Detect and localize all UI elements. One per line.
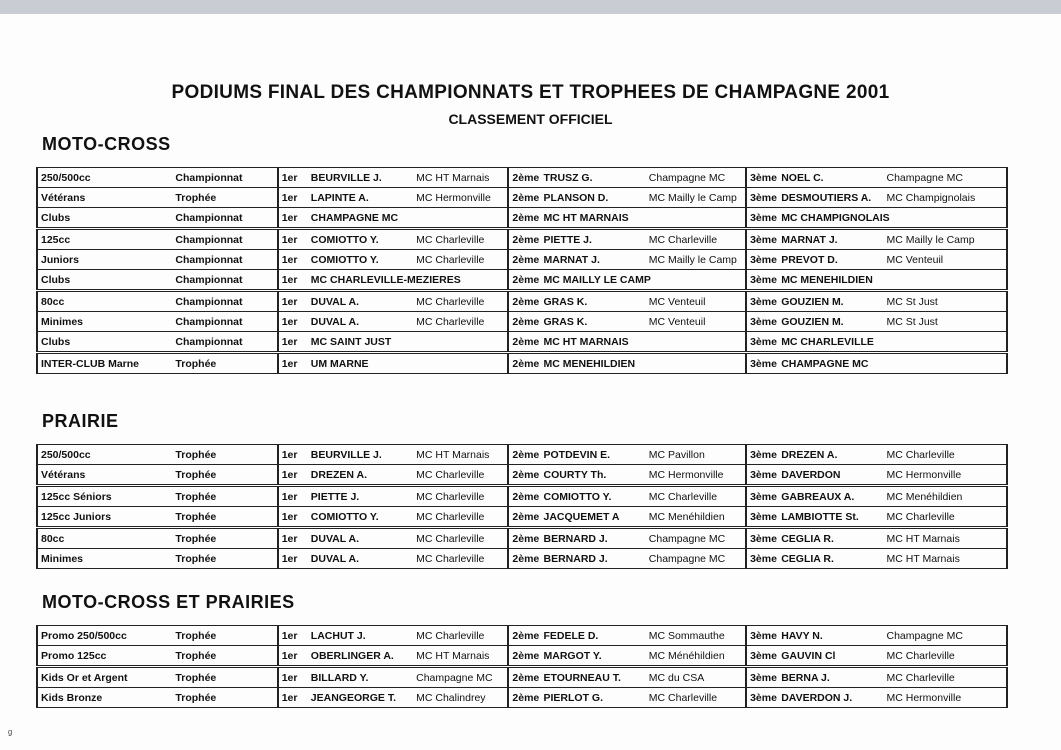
type-cell: Championnat [172, 332, 277, 353]
type-cell: Championnat [172, 208, 277, 229]
second-rank-cell: 2ème [508, 528, 540, 549]
second-club-cell [646, 208, 746, 229]
first-club-cell: MC HT Marnais [413, 168, 508, 188]
second-name-cell: MC MENEHILDIEN [540, 353, 645, 374]
second-rank-cell: 2ème [508, 465, 540, 486]
category-cell: 80cc [37, 291, 172, 312]
moto-cross-table [36, 167, 1008, 374]
podium-row [37, 332, 1007, 353]
second-name-cell: BERNARD J. [540, 528, 645, 549]
second-rank-cell: 2ème [508, 667, 540, 688]
second-name-cell: MARNAT J. [540, 250, 645, 270]
second-club-cell: MC Charleville [646, 486, 746, 507]
first-name-cell: BEURVILLE J. [308, 168, 413, 188]
first-club-cell: MC Charleville [413, 626, 508, 646]
second-club-cell: Champagne MC [646, 549, 746, 569]
type-cell: Championnat [172, 250, 277, 270]
first-club-cell: MC Charleville [413, 528, 508, 549]
second-club-cell: MC Menéhildien [646, 507, 746, 528]
third-rank-cell: 3ème [746, 250, 778, 270]
third-name-cell: GOUZIEN M. [778, 312, 883, 332]
first-club-cell: MC Charleville [413, 486, 508, 507]
second-club-cell: Champagne MC [646, 528, 746, 549]
third-name-cell: DREZEN A. [778, 445, 883, 465]
first-name-cell: MC SAINT JUST [308, 332, 413, 353]
second-club-cell [646, 353, 746, 374]
first-club-cell: MC Charleville [413, 312, 508, 332]
first-club-cell: MC Charleville [413, 549, 508, 569]
first-name-cell: LAPINTE A. [308, 188, 413, 208]
first-club-cell: MC Charleville [413, 465, 508, 486]
category-cell: Kids Bronze [37, 688, 172, 708]
first-name-cell: JEANGEORGE T. [308, 688, 413, 708]
first-rank-cell: 1er [278, 291, 308, 312]
third-name-cell: GAUVIN Cl [778, 646, 883, 667]
second-club-cell: MC du CSA [646, 667, 746, 688]
second-rank-cell: 2ème [508, 353, 540, 374]
second-name-cell: COMIOTTO Y. [540, 486, 645, 507]
podium-row [37, 626, 1007, 646]
first-name-cell: LACHUT J. [308, 626, 413, 646]
second-name-cell: GRAS K. [540, 312, 645, 332]
podium-row [37, 528, 1007, 549]
type-cell: Trophée [172, 507, 277, 528]
podium-row [37, 270, 1007, 291]
second-name-cell: MC HT MARNAIS [540, 332, 645, 353]
third-club-cell [884, 270, 1008, 291]
third-club-cell: MC St Just [884, 291, 1008, 312]
second-club-cell: MC Venteuil [646, 312, 746, 332]
category-cell: Clubs [37, 208, 172, 229]
first-name-cell: DUVAL A. [308, 291, 413, 312]
podium-row [37, 549, 1007, 569]
first-club-cell: MC Hermonville [413, 188, 508, 208]
third-club-cell: MC Charleville [884, 507, 1008, 528]
second-club-cell: Champagne MC [646, 168, 746, 188]
category-cell: 250/500cc [37, 445, 172, 465]
third-name-cell: DAVERDON J. [778, 688, 883, 708]
first-name-cell: UM MARNE [308, 353, 413, 374]
type-cell: Championnat [172, 291, 277, 312]
first-name-cell: BEURVILLE J. [308, 445, 413, 465]
category-cell: Vétérans [37, 465, 172, 486]
first-club-cell [413, 332, 508, 353]
third-club-cell: Champagne MC [884, 626, 1008, 646]
first-rank-cell: 1er [278, 549, 308, 569]
first-name-cell: COMIOTTO Y. [308, 507, 413, 528]
type-cell: Trophée [172, 646, 277, 667]
third-name-cell: HAVY N. [778, 626, 883, 646]
first-rank-cell: 1er [278, 188, 308, 208]
second-rank-cell: 2ème [508, 168, 540, 188]
first-name-cell: DREZEN A. [308, 465, 413, 486]
third-club-cell: MC HT Marnais [884, 528, 1008, 549]
podium-row [37, 168, 1007, 188]
third-club-cell: MC HT Marnais [884, 549, 1008, 569]
second-name-cell: FEDELE D. [540, 626, 645, 646]
first-name-cell: COMIOTTO Y. [308, 229, 413, 250]
third-name-cell: CEGLIA R. [778, 528, 883, 549]
type-cell: Trophée [172, 688, 277, 708]
second-club-cell [646, 270, 746, 291]
first-name-cell: BILLARD Y. [308, 667, 413, 688]
third-club-cell [884, 353, 1008, 374]
podium-row [37, 445, 1007, 465]
category-cell: Minimes [37, 549, 172, 569]
first-club-cell: Champagne MC [413, 667, 508, 688]
type-cell: Trophée [172, 549, 277, 569]
third-rank-cell: 3ème [746, 507, 778, 528]
second-club-cell: MC Mailly le Camp [646, 250, 746, 270]
first-rank-cell: 1er [278, 312, 308, 332]
first-club-cell [413, 208, 508, 229]
second-rank-cell: 2ème [508, 549, 540, 569]
type-cell: Championnat [172, 168, 277, 188]
first-club-cell: MC Charleville [413, 507, 508, 528]
podium-row [37, 688, 1007, 708]
first-name-cell: DUVAL A. [308, 528, 413, 549]
third-name-cell: MC CHAMPIGNOLAIS [778, 208, 883, 229]
podium-row [37, 208, 1007, 229]
second-name-cell: PLANSON D. [540, 188, 645, 208]
type-cell: Trophée [172, 626, 277, 646]
type-cell: Trophée [172, 353, 277, 374]
first-rank-cell: 1er [278, 667, 308, 688]
category-cell: 125cc [37, 229, 172, 250]
second-name-cell: ETOURNEAU T. [540, 667, 645, 688]
third-rank-cell: 3ème [746, 208, 778, 229]
first-rank-cell: 1er [278, 353, 308, 374]
first-name-cell: PIETTE J. [308, 486, 413, 507]
podium-row [37, 507, 1007, 528]
category-cell: 125cc Séniors [37, 486, 172, 507]
second-name-cell: MC HT MARNAIS [540, 208, 645, 229]
category-cell: Clubs [37, 332, 172, 353]
third-name-cell: BERNA J. [778, 667, 883, 688]
podium-row [37, 353, 1007, 374]
first-rank-cell: 1er [278, 486, 308, 507]
second-rank-cell: 2ème [508, 688, 540, 708]
scan-top-bar [0, 0, 1061, 14]
type-cell: Trophée [172, 528, 277, 549]
second-rank-cell: 2ème [508, 507, 540, 528]
first-club-cell [413, 353, 508, 374]
first-club-cell: MC Charleville [413, 250, 508, 270]
type-cell: Trophée [172, 486, 277, 507]
second-rank-cell: 2ème [508, 250, 540, 270]
third-rank-cell: 3ème [746, 291, 778, 312]
section-title-moto-cross: MOTO-CROSS [42, 134, 171, 154]
third-club-cell: MC Charleville [884, 667, 1008, 688]
type-cell: Championnat [172, 229, 277, 250]
podium-row [37, 667, 1007, 688]
second-club-cell: MC Pavillon [646, 445, 746, 465]
first-rank-cell: 1er [278, 688, 308, 708]
second-rank-cell: 2ème [508, 646, 540, 667]
first-rank-cell: 1er [278, 646, 308, 667]
third-club-cell [884, 208, 1008, 229]
second-rank-cell: 2ème [508, 229, 540, 250]
type-cell: Championnat [172, 270, 277, 291]
first-rank-cell: 1er [278, 168, 308, 188]
third-rank-cell: 3ème [746, 353, 778, 374]
third-name-cell: CEGLIA R. [778, 549, 883, 569]
third-rank-cell: 3ème [746, 188, 778, 208]
third-club-cell: Champagne MC [884, 168, 1008, 188]
category-cell: Juniors [37, 250, 172, 270]
page-subtitle: CLASSEMENT OFFICIEL [448, 111, 613, 127]
third-rank-cell: 3ème [746, 312, 778, 332]
third-rank-cell: 3ème [746, 445, 778, 465]
third-club-cell: MC Champignolais [884, 188, 1008, 208]
third-name-cell: LAMBIOTTE St. [778, 507, 883, 528]
third-rank-cell: 3ème [746, 168, 778, 188]
category-cell: Vétérans [37, 188, 172, 208]
second-rank-cell: 2ème [508, 312, 540, 332]
second-name-cell: MARGOT Y. [540, 646, 645, 667]
second-rank-cell: 2ème [508, 626, 540, 646]
first-rank-cell: 1er [278, 528, 308, 549]
second-rank-cell: 2ème [508, 270, 540, 291]
third-club-cell: MC St Just [884, 312, 1008, 332]
first-club-cell: MC Charleville [413, 229, 508, 250]
page-title: PODIUMS FINAL DES CHAMPIONNATS ET TROPHEES DE CHAMPAGNE 2001 [171, 82, 890, 103]
category-cell: 250/500cc [37, 168, 172, 188]
second-name-cell: PIERLOT G. [540, 688, 645, 708]
third-rank-cell: 3ème [746, 465, 778, 486]
third-rank-cell: 3ème [746, 270, 778, 291]
category-cell: Clubs [37, 270, 172, 291]
second-name-cell: TRUSZ G. [540, 168, 645, 188]
third-name-cell: DESMOUTIERS A. [778, 188, 883, 208]
second-rank-cell: 2ème [508, 188, 540, 208]
first-rank-cell: 1er [278, 270, 308, 291]
second-club-cell: MC Charleville [646, 229, 746, 250]
second-name-cell: JACQUEMET A [540, 507, 645, 528]
third-club-cell: MC Charleville [884, 646, 1008, 667]
handwritten-mark: ᵍ [8, 728, 13, 740]
third-name-cell: DAVERDON [778, 465, 883, 486]
third-name-cell: CHAMPAGNE MC [778, 353, 883, 374]
second-club-cell: MC Hermonville [646, 465, 746, 486]
first-name-cell: CHAMPAGNE MC [308, 208, 413, 229]
third-club-cell: MC Charleville [884, 445, 1008, 465]
first-rank-cell: 1er [278, 626, 308, 646]
second-name-cell: POTDEVIN E. [540, 445, 645, 465]
third-rank-cell: 3ème [746, 626, 778, 646]
podium-row [37, 465, 1007, 486]
type-cell: Trophée [172, 445, 277, 465]
second-rank-cell: 2ème [508, 208, 540, 229]
second-name-cell: BERNARD J. [540, 549, 645, 569]
second-rank-cell: 2ème [508, 332, 540, 353]
category-cell: Promo 125cc [37, 646, 172, 667]
third-name-cell: MARNAT J. [778, 229, 883, 250]
third-club-cell: MC Menéhildien [884, 486, 1008, 507]
second-rank-cell: 2ème [508, 291, 540, 312]
first-rank-cell: 1er [278, 445, 308, 465]
third-rank-cell: 3ème [746, 667, 778, 688]
second-club-cell: MC Ménéhildien [646, 646, 746, 667]
podium-row [37, 188, 1007, 208]
third-club-cell: MC Venteuil [884, 250, 1008, 270]
third-rank-cell: 3ème [746, 549, 778, 569]
first-club-cell: MC Chalindrey [413, 688, 508, 708]
third-name-cell: PREVOT D. [778, 250, 883, 270]
first-rank-cell: 1er [278, 208, 308, 229]
category-cell: Promo 250/500cc [37, 626, 172, 646]
category-cell: INTER-CLUB Marne [37, 353, 172, 374]
third-name-cell: GOUZIEN M. [778, 291, 883, 312]
section-title-moto-cross-et-prairies: MOTO-CROSS ET PRAIRIES [42, 592, 295, 612]
third-name-cell: GABREAUX A. [778, 486, 883, 507]
third-name-cell: NOEL C. [778, 168, 883, 188]
first-name-cell: COMIOTTO Y. [308, 250, 413, 270]
second-club-cell: MC Sommauthe [646, 626, 746, 646]
third-club-cell: MC Mailly le Camp [884, 229, 1008, 250]
category-cell: 125cc Juniors [37, 507, 172, 528]
first-rank-cell: 1er [278, 332, 308, 353]
podium-row [37, 312, 1007, 332]
second-club-cell: MC Mailly le Camp [646, 188, 746, 208]
first-club-cell: MC Charleville [413, 291, 508, 312]
prairie-table [36, 444, 1008, 569]
type-cell: Trophée [172, 667, 277, 688]
first-rank-cell: 1er [278, 229, 308, 250]
category-cell: Kids Or et Argent [37, 667, 172, 688]
type-cell: Championnat [172, 312, 277, 332]
third-club-cell: MC Hermonville [884, 465, 1008, 486]
podium-row [37, 291, 1007, 312]
second-rank-cell: 2ème [508, 486, 540, 507]
second-rank-cell: 2ème [508, 445, 540, 465]
third-rank-cell: 3ème [746, 646, 778, 667]
section-title-prairie: PRAIRIE [42, 411, 119, 431]
podium-row [37, 486, 1007, 507]
podium-row [37, 229, 1007, 250]
podium-row [37, 646, 1007, 667]
type-cell: Trophée [172, 465, 277, 486]
second-name-cell: MC MAILLY LE CAMP [540, 270, 645, 291]
third-club-cell: MC Hermonville [884, 688, 1008, 708]
second-club-cell: MC Charleville [646, 688, 746, 708]
first-rank-cell: 1er [278, 507, 308, 528]
first-rank-cell: 1er [278, 250, 308, 270]
first-name-cell: DUVAL A. [308, 312, 413, 332]
second-club-cell [646, 332, 746, 353]
type-cell: Trophée [172, 188, 277, 208]
first-name-cell: DUVAL A. [308, 549, 413, 569]
third-name-cell: MC CHARLEVILLE [778, 332, 883, 353]
third-rank-cell: 3ème [746, 688, 778, 708]
second-name-cell: PIETTE J. [540, 229, 645, 250]
third-rank-cell: 3ème [746, 486, 778, 507]
first-rank-cell: 1er [278, 465, 308, 486]
second-name-cell: GRAS K. [540, 291, 645, 312]
first-club-cell: MC HT Marnais [413, 646, 508, 667]
third-club-cell [884, 332, 1008, 353]
third-name-cell: MC MENEHILDIEN [778, 270, 883, 291]
first-name-cell: OBERLINGER A. [308, 646, 413, 667]
first-name-cell: MC CHARLEVILLE-MEZIERES [308, 270, 413, 291]
second-name-cell: COURTY Th. [540, 465, 645, 486]
second-club-cell: MC Venteuil [646, 291, 746, 312]
third-rank-cell: 3ème [746, 332, 778, 353]
moto-cross-et-prairies-table [36, 625, 1008, 708]
third-rank-cell: 3ème [746, 229, 778, 250]
first-club-cell: MC HT Marnais [413, 445, 508, 465]
third-rank-cell: 3ème [746, 528, 778, 549]
category-cell: 80cc [37, 528, 172, 549]
podium-row [37, 250, 1007, 270]
category-cell: Minimes [37, 312, 172, 332]
